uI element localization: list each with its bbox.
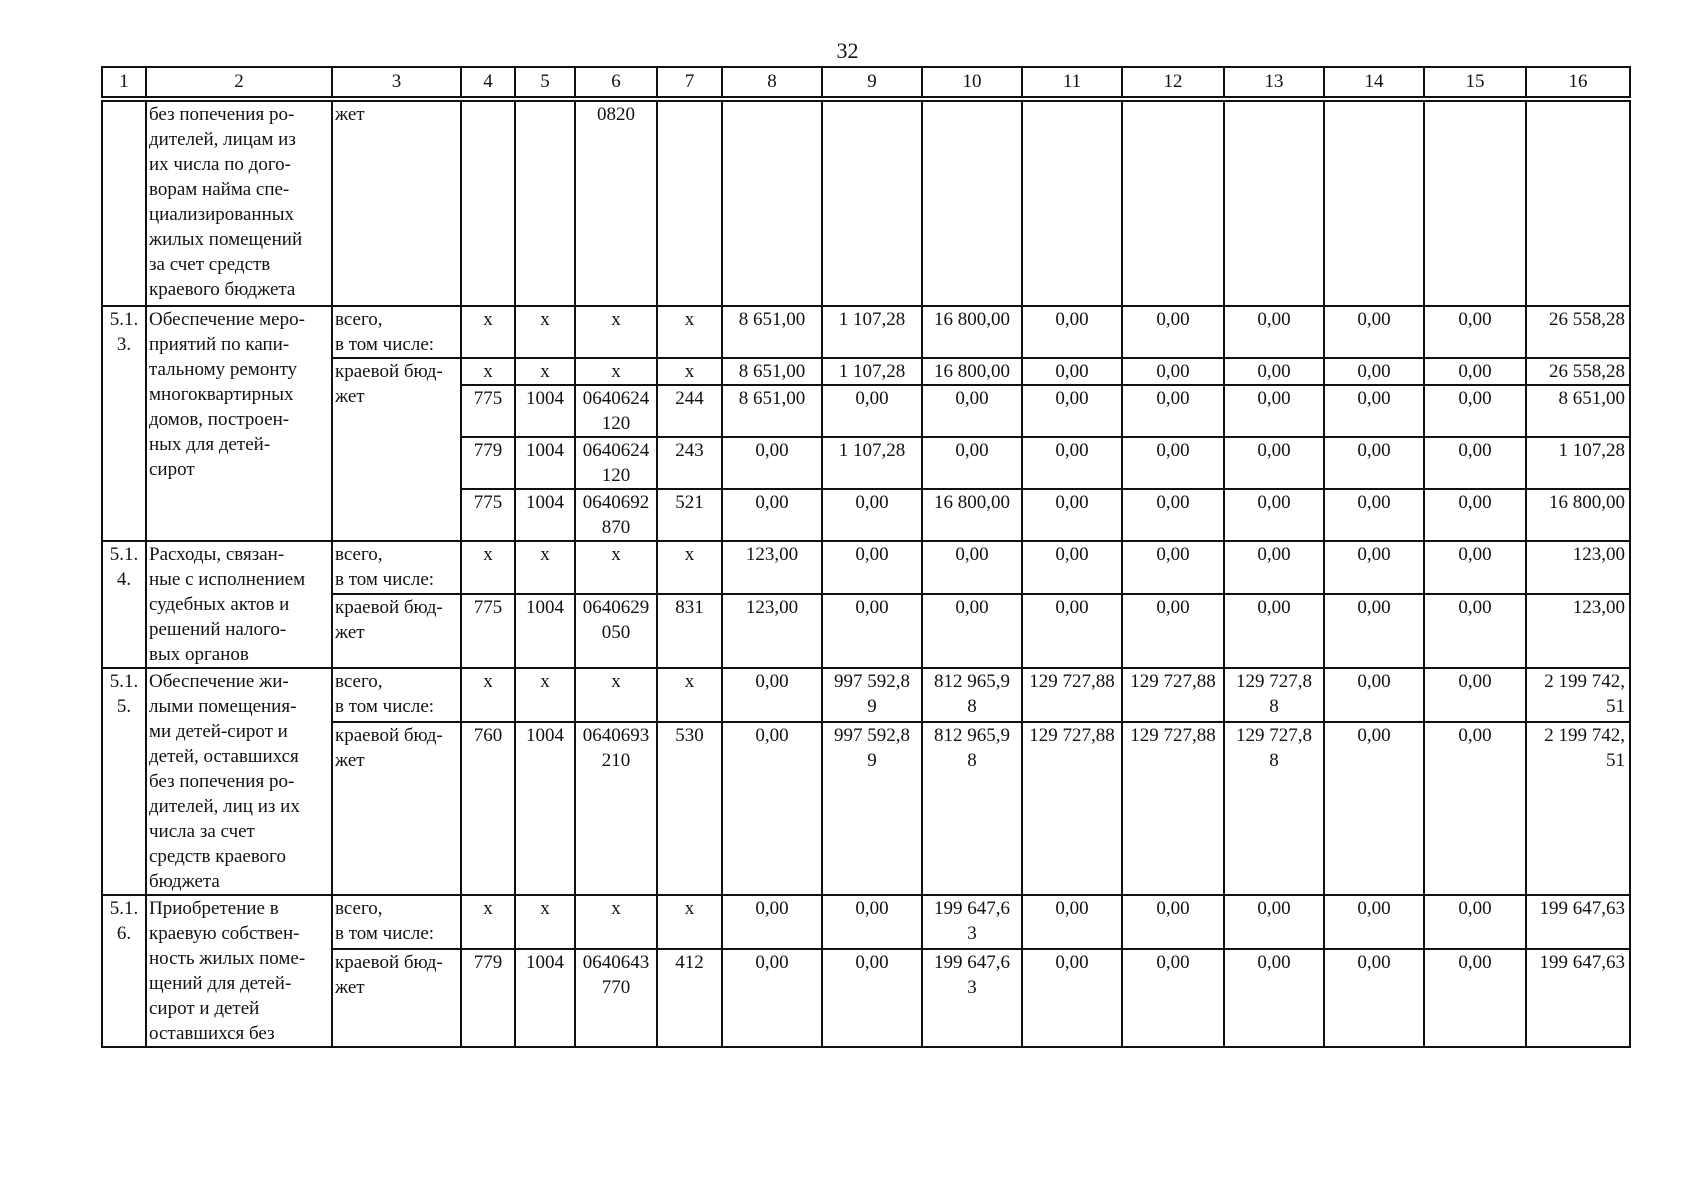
table-row — [102, 101, 1630, 306]
column-number: 10 — [922, 67, 1022, 97]
table-cell: 0,00 — [822, 949, 922, 1047]
table-cell: 8 651,00 — [722, 358, 822, 385]
table-cell: 779 — [461, 437, 515, 489]
table-cell: жет — [332, 101, 461, 306]
table-cell: 123,00 — [722, 541, 822, 594]
table-cell: 129 727,88 — [1022, 668, 1122, 722]
table-cell: Приобретение в краевую собствен- ность жилых поме- щений для детей- сирот и детей оставшихся без — [146, 895, 332, 1047]
table-cell — [1022, 101, 1122, 306]
table-cell: 0,00 — [1424, 437, 1526, 489]
table-row — [102, 358, 1630, 385]
table-cell: 779 — [461, 949, 515, 1047]
table-cell: 521 — [657, 489, 722, 541]
table-cell: х — [461, 306, 515, 358]
table-cell: 1 107,28 — [822, 306, 922, 358]
table-cell: 1004 — [515, 437, 575, 489]
table-cell: 0640629 050 — [575, 594, 657, 668]
table-body — [102, 101, 1630, 1047]
table-cell: х — [575, 358, 657, 385]
column-number: 8 — [722, 67, 822, 97]
table-cell: 0,00 — [1424, 489, 1526, 541]
budget-table — [101, 100, 1631, 1048]
table-cell: 0,00 — [1224, 437, 1324, 489]
table-cell: 775 — [461, 594, 515, 668]
table-cell: 0,00 — [922, 594, 1022, 668]
table-cell: 0,00 — [1122, 949, 1224, 1047]
table-cell: 0,00 — [1022, 895, 1122, 949]
table-cell: 0,00 — [1022, 949, 1122, 1047]
table-cell: 760 — [461, 722, 515, 895]
table-cell: 1004 — [515, 722, 575, 895]
table-cell: 997 592,8 9 — [822, 722, 922, 895]
table-cell: 1 107,28 — [1526, 437, 1630, 489]
table-cell: 0,00 — [1022, 385, 1122, 437]
table-cell: х — [657, 895, 722, 949]
table-cell: х — [575, 895, 657, 949]
table-cell: 812 965,9 8 — [922, 722, 1022, 895]
column-number: 2 — [146, 67, 332, 97]
table-cell: 0,00 — [1224, 385, 1324, 437]
table-cell: краевой бюд- жет — [332, 949, 461, 1047]
table-cell: 243 — [657, 437, 722, 489]
table-cell: 0640643 770 — [575, 949, 657, 1047]
table-cell: Обеспечение меро- приятий по капи- тальному ремонту многоквартирных домов, построен- ных для детей- сирот — [146, 306, 332, 541]
table-cell — [1324, 101, 1424, 306]
column-number: 13 — [1224, 67, 1324, 97]
table-cell: 0,00 — [1324, 306, 1424, 358]
table-row — [102, 722, 1630, 895]
table-cell: 0,00 — [822, 489, 922, 541]
table-cell: 0640624 120 — [575, 437, 657, 489]
table-cell: 0,00 — [722, 489, 822, 541]
table-cell: 0,00 — [1324, 541, 1424, 594]
table-cell: 8 651,00 — [722, 306, 822, 358]
table-cell — [722, 101, 822, 306]
table-cell: 8 651,00 — [1526, 385, 1630, 437]
table-cell: 0,00 — [1122, 895, 1224, 949]
table-cell: х — [461, 668, 515, 722]
table-cell — [1224, 101, 1324, 306]
table-cell: 812 965,9 8 — [922, 668, 1022, 722]
table-cell — [822, 101, 922, 306]
column-number: 16 — [1526, 67, 1630, 97]
table-cell: 1004 — [515, 594, 575, 668]
table-cell: 0,00 — [1424, 385, 1526, 437]
table-cell: Расходы, связан- ные с исполнением судебных актов и решений налого- вых органов — [146, 541, 332, 668]
table-cell: без попечения ро- дителей, лицам из их числа по дого- ворам найма спе- циализированных жилых помещений за счет средств краевого бюджета — [146, 101, 332, 306]
table-cell: 0,00 — [722, 722, 822, 895]
table-cell: 0,00 — [1324, 594, 1424, 668]
table-cell: 0,00 — [1122, 385, 1224, 437]
table-cell: 0,00 — [1224, 949, 1324, 1047]
column-number: 1 — [102, 67, 146, 97]
table-cell — [102, 101, 146, 306]
table-cell: 16 800,00 — [922, 306, 1022, 358]
table-cell: х — [515, 895, 575, 949]
table-cell: х — [575, 541, 657, 594]
table-cell: 0,00 — [1224, 358, 1324, 385]
table-cell: 1004 — [515, 489, 575, 541]
table-cell: 0,00 — [1424, 668, 1526, 722]
table-cell: краевой бюд- жет — [332, 594, 461, 668]
table-cell: 530 — [657, 722, 722, 895]
table-cell: 0,00 — [822, 385, 922, 437]
table-cell: х — [657, 306, 722, 358]
table-cell: 0,00 — [1122, 358, 1224, 385]
table-cell: 0,00 — [1122, 437, 1224, 489]
table-cell: 0,00 — [1022, 306, 1122, 358]
table-cell — [1526, 101, 1630, 306]
table-cell: х — [657, 668, 722, 722]
table-cell: 0,00 — [1324, 895, 1424, 949]
table-cell: 26 558,28 — [1526, 306, 1630, 358]
table-cell: 0,00 — [1122, 541, 1224, 594]
table-cell: 0,00 — [822, 541, 922, 594]
table-cell: 123,00 — [722, 594, 822, 668]
table-cell: всего, в том числе: — [332, 541, 461, 594]
table-cell: 0,00 — [1424, 594, 1526, 668]
table-cell: 0,00 — [1424, 306, 1526, 358]
table-cell: 1 107,28 — [822, 358, 922, 385]
table-row — [102, 594, 1630, 668]
table-cell: 2 199 742, 51 — [1526, 722, 1630, 895]
column-number: 6 — [575, 67, 657, 97]
table-cell — [461, 101, 515, 306]
table-cell: 0,00 — [722, 949, 822, 1047]
table-row — [102, 949, 1630, 1047]
table-cell: Обеспечение жи- лыми помещения- ми детей-сирот и детей, оставшихся без попечения ро- дителей, лиц из их числа за счет средств краевого бюджета — [146, 668, 332, 895]
table-cell: 0,00 — [1424, 949, 1526, 1047]
table-cell — [657, 101, 722, 306]
table-cell: 0,00 — [1022, 489, 1122, 541]
table-cell: 0,00 — [922, 541, 1022, 594]
table-cell: 0,00 — [1324, 668, 1424, 722]
table-cell: всего, в том числе: — [332, 895, 461, 949]
column-number: 5 — [515, 67, 575, 97]
table-cell: 0,00 — [922, 385, 1022, 437]
table-cell: 0,00 — [1424, 895, 1526, 949]
table-cell: 0,00 — [1022, 358, 1122, 385]
column-number: 7 — [657, 67, 722, 97]
table-cell: 0,00 — [1424, 358, 1526, 385]
table-cell: 199 647,63 — [1526, 895, 1630, 949]
table-cell: 16 800,00 — [922, 358, 1022, 385]
table-cell: 0,00 — [1324, 722, 1424, 895]
table-cell: 129 727,88 — [1122, 722, 1224, 895]
table-cell: 0640624 120 — [575, 385, 657, 437]
column-number: 14 — [1324, 67, 1424, 97]
table-cell: х — [515, 668, 575, 722]
column-number: 3 — [332, 67, 461, 97]
table-cell: х — [575, 306, 657, 358]
table-row — [102, 306, 1630, 358]
table-cell: 775 — [461, 489, 515, 541]
column-number-header — [101, 66, 1631, 98]
table-cell: 0,00 — [1022, 594, 1122, 668]
table-cell: 129 727,88 — [1122, 668, 1224, 722]
table-cell: 0640692 870 — [575, 489, 657, 541]
table-cell: 1 107,28 — [822, 437, 922, 489]
table-cell: 26 558,28 — [1526, 358, 1630, 385]
column-number: 11 — [1022, 67, 1122, 97]
table-cell — [1424, 101, 1526, 306]
table-cell: 0,00 — [1324, 489, 1424, 541]
table-cell: 8 651,00 — [722, 385, 822, 437]
table-cell: 199 647,6 3 — [922, 949, 1022, 1047]
table-cell: 0,00 — [1224, 489, 1324, 541]
table-cell: 0,00 — [1022, 437, 1122, 489]
table-cell: 16 800,00 — [1526, 489, 1630, 541]
table-cell: 5.1. 4. — [102, 541, 146, 668]
table-cell: х — [461, 541, 515, 594]
table-cell: 129 727,88 — [1022, 722, 1122, 895]
table-cell: х — [461, 358, 515, 385]
table-cell: 0,00 — [1224, 594, 1324, 668]
table-cell: 0,00 — [822, 895, 922, 949]
table-cell: 0,00 — [1224, 306, 1324, 358]
table-cell — [515, 101, 575, 306]
table-cell — [922, 101, 1022, 306]
table-cell: 123,00 — [1526, 541, 1630, 594]
table-cell: 412 — [657, 949, 722, 1047]
table-cell: 0,00 — [1324, 385, 1424, 437]
page-number: 32 — [836, 38, 859, 63]
table-cell: 5.1. 3. — [102, 306, 146, 541]
table-cell: 0,00 — [1122, 306, 1224, 358]
table-row — [102, 895, 1630, 949]
table-cell: 997 592,8 9 — [822, 668, 922, 722]
table-cell: краевой бюд- жет — [332, 358, 461, 541]
table-cell: 0640693 210 — [575, 722, 657, 895]
table-row — [102, 668, 1630, 722]
table-cell: 0,00 — [1424, 541, 1526, 594]
table-cell: 0,00 — [1122, 489, 1224, 541]
column-number: 9 — [822, 67, 922, 97]
table-cell: 0,00 — [1324, 358, 1424, 385]
table-cell: х — [657, 541, 722, 594]
table-cell: 0820 — [575, 101, 657, 306]
column-number: 4 — [461, 67, 515, 97]
table-cell: 0,00 — [822, 594, 922, 668]
table-cell: 0,00 — [1324, 949, 1424, 1047]
table-cell: 16 800,00 — [922, 489, 1022, 541]
table-cell: х — [461, 895, 515, 949]
table-cell: 0,00 — [1224, 541, 1324, 594]
table-cell: 0,00 — [1324, 437, 1424, 489]
table-cell: 831 — [657, 594, 722, 668]
table-row — [102, 541, 1630, 594]
table-cell: 199 647,6 3 — [922, 895, 1022, 949]
table-cell: 775 — [461, 385, 515, 437]
table-cell: 0,00 — [1122, 594, 1224, 668]
table-cell: 5.1. 5. — [102, 668, 146, 895]
table-cell: 2 199 742, 51 — [1526, 668, 1630, 722]
table-cell: 244 — [657, 385, 722, 437]
table-cell: 0,00 — [922, 437, 1022, 489]
table-cell: 0,00 — [1224, 895, 1324, 949]
table-cell: 0,00 — [722, 437, 822, 489]
table-cell: 1004 — [515, 949, 575, 1047]
table-cell: х — [515, 541, 575, 594]
table-cell: 0,00 — [722, 668, 822, 722]
table-cell: 1004 — [515, 385, 575, 437]
table-cell: х — [515, 306, 575, 358]
table-cell: 129 727,8 8 — [1224, 722, 1324, 895]
table-cell: всего, в том числе: — [332, 668, 461, 722]
table-cell: х — [575, 668, 657, 722]
table-cell: 199 647,63 — [1526, 949, 1630, 1047]
column-number: 15 — [1424, 67, 1526, 97]
column-number: 12 — [1122, 67, 1224, 97]
table-cell: 129 727,8 8 — [1224, 668, 1324, 722]
table-cell: всего, в том числе: — [332, 306, 461, 358]
table-cell: 0,00 — [1424, 722, 1526, 895]
table-cell: 0,00 — [1022, 541, 1122, 594]
table-cell: х — [515, 358, 575, 385]
table-cell — [1122, 101, 1224, 306]
table-cell: 0,00 — [722, 895, 822, 949]
table-cell: 123,00 — [1526, 594, 1630, 668]
table-cell: 5.1. 6. — [102, 895, 146, 1047]
table-cell: краевой бюд- жет — [332, 722, 461, 895]
table-cell: х — [657, 358, 722, 385]
